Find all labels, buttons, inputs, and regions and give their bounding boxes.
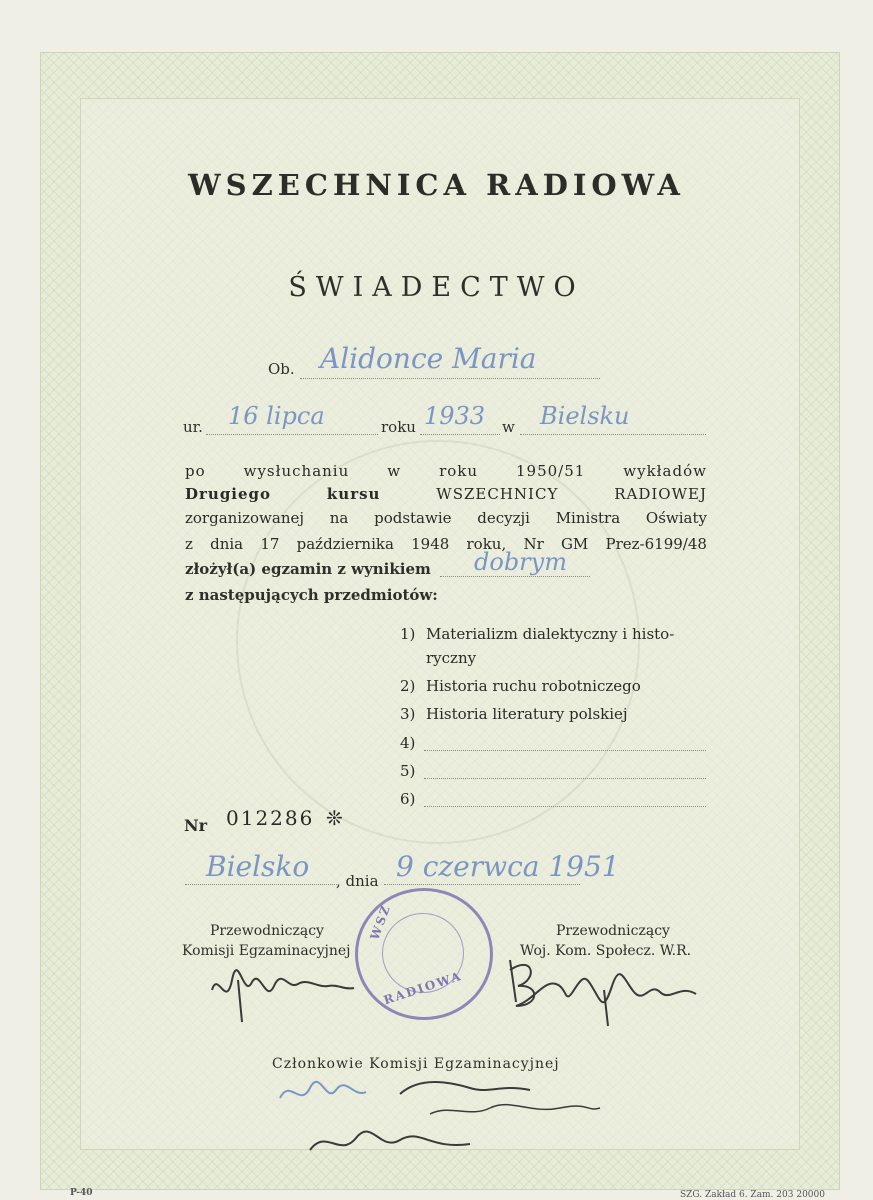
form-code: P-40 bbox=[70, 1188, 93, 1198]
number-mark: ❊ bbox=[326, 806, 343, 830]
stamp-top-text: WSZ bbox=[367, 902, 394, 942]
born-place: Bielsku bbox=[540, 402, 630, 430]
body-line-5: złożył(a) egzamin z wynikiem bbox=[185, 560, 431, 578]
subject-5-number: 5) bbox=[400, 762, 416, 780]
subject-4-number: 4) bbox=[400, 734, 416, 752]
left-signature bbox=[208, 960, 358, 1030]
place-label: w bbox=[502, 418, 515, 436]
born-place-dotline bbox=[520, 434, 706, 435]
exam-result: dobrym bbox=[474, 548, 567, 576]
issue-place: Bielsko bbox=[206, 850, 310, 883]
subject-6-number: 6) bbox=[400, 790, 416, 808]
born-day-dotline bbox=[206, 434, 378, 435]
right-signatory-title-1: Przewodniczący bbox=[556, 923, 670, 939]
number-label: Nr bbox=[184, 816, 208, 835]
year-label: roku bbox=[381, 418, 416, 436]
certificate-number: 012286 bbox=[226, 806, 315, 830]
subject-1-cont: ryczny bbox=[426, 649, 477, 667]
members-title: Członkowie Komisji Egzaminacyjnej bbox=[272, 1056, 560, 1072]
result-dotline bbox=[440, 576, 590, 577]
left-signatory-title-1: Przewodniczący bbox=[210, 923, 324, 939]
holder-name: Alidonce Maria bbox=[320, 342, 537, 375]
body-line-4: z dnia 17 października 1948 roku, Nr GM Prez-6199/48 bbox=[185, 535, 707, 553]
issue-date-dotline bbox=[384, 884, 580, 885]
subject-3-text: Historia literatury polskiej bbox=[426, 705, 628, 723]
subject-1-text: Materializm dialektyczny i histo- bbox=[426, 625, 675, 643]
right-signature bbox=[504, 950, 704, 1030]
born-year: 1933 bbox=[424, 402, 486, 430]
subject-4-dotline bbox=[424, 750, 706, 751]
printer-imprint: SZG. Zakład 6. Zam. 203 20000 bbox=[680, 1190, 825, 1200]
issue-place-dotline bbox=[185, 884, 337, 885]
born-day: 16 lipca bbox=[228, 402, 325, 430]
subject-6-dotline bbox=[424, 806, 706, 807]
born-label: ur. bbox=[183, 418, 203, 436]
body-line-3: zorganizowanej na podstawie decyzji Ministra Oświaty bbox=[185, 509, 707, 527]
subject-5-dotline bbox=[424, 778, 706, 779]
stamp-bottom-text: RADIOWA bbox=[381, 968, 464, 1008]
subject-3-number: 3) bbox=[400, 705, 416, 723]
official-stamp bbox=[355, 888, 493, 1020]
subject-2-number: 2) bbox=[400, 677, 416, 695]
subject-2-text: Historia ruchu robotniczego bbox=[426, 677, 641, 695]
right-signatory-title-2: Woj. Kom. Społecz. W.R. bbox=[520, 943, 692, 959]
document-subtitle: ŚWIADECTWO bbox=[288, 272, 585, 303]
issue-date: 9 czerwca 1951 bbox=[396, 850, 620, 883]
document-title: WSZECHNICA RADIOWA bbox=[188, 168, 685, 202]
members-signatures bbox=[270, 1068, 610, 1168]
left-signatory-title-2: Komisji Egzaminacyjnej bbox=[182, 943, 351, 959]
dnia-label: , dnia bbox=[336, 872, 379, 890]
body-line-6: z następujących przedmiotów: bbox=[185, 586, 438, 604]
name-dotline bbox=[300, 378, 600, 379]
subject-1-number: 1) bbox=[400, 625, 416, 643]
body-line-1: po wysłuchaniu w roku 1950/51 wykładów bbox=[185, 462, 707, 480]
born-year-dotline bbox=[420, 434, 500, 435]
ob-label: Ob. bbox=[268, 360, 295, 378]
body-line-2: Drugiego kursu WSZECHNICY RADIOWEJ bbox=[185, 485, 707, 503]
